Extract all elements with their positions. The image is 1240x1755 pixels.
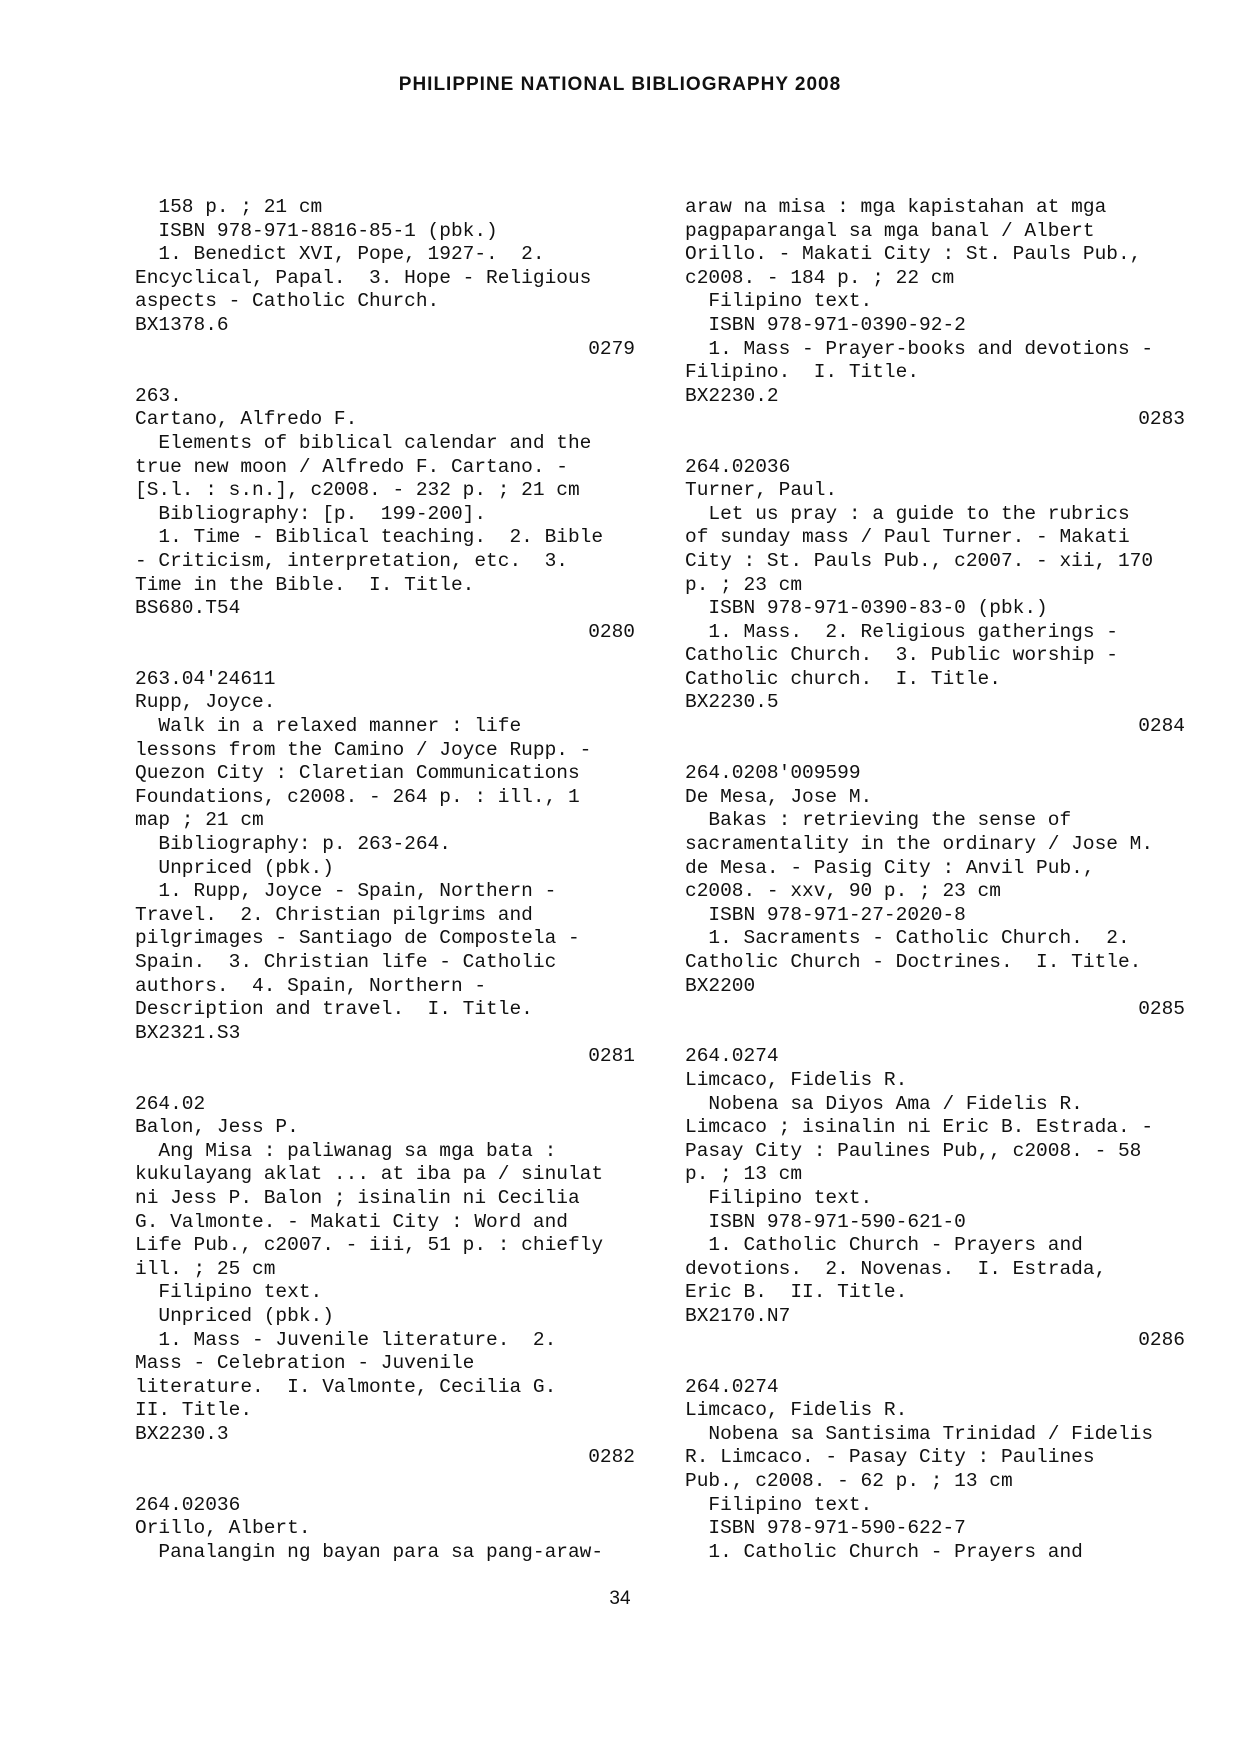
entry-line: Nobena sa Diyos Ama / Fidelis R. [685,1092,1083,1115]
entry-line: kukulayang aklat ... at iba pa / sinulat [135,1163,604,1186]
entry-line: Pasay City : Paulines Pub,, c2008. - 58 [685,1139,1142,1162]
entry-line: [S.l. : s.n.], c2008. - 232 p. ; 21 cm [135,479,580,502]
entry-line: City : St. Pauls Pub., c2007. - xii, 170 [685,549,1154,572]
entry-separator [135,1069,635,1093]
entry-line: Quezon City : Claretian Communications [135,762,580,785]
entry-line: literature. I. Valmonte, Cecilia G. [135,1375,557,1398]
entry-line: R. Limcaco. - Pasay City : Paulines [685,1446,1095,1469]
entry-line: Eric B. II. Title. [685,1281,908,1304]
entry-line: pilgrimages - Santiago de Compostela - [135,927,580,950]
entry-line: ISBN 978-971-0390-83-0 (pbk.) [685,597,1048,620]
entry-line: lessons from the Camino / Joyce Rupp. - [135,738,592,761]
entry-line: 263. [135,384,182,407]
right-column [685,196,1185,1564]
entry-line: BX2230.3 [135,1422,229,1445]
entry-line: Bibliography: p. 263-264. [135,833,451,856]
entry-line: BS680.T54 [135,597,241,620]
entry-line: 264.02036 [135,1493,241,1516]
entry-line: ISBN 978-971-8816-85-1 (pbk.) [135,219,498,242]
left-column [135,196,635,1564]
entry-line: Bakas : retrieving the sense of [685,809,1072,832]
entry-line: de Mesa. - Pasig City : Anvil Pub., [685,856,1095,879]
control-number: 0280 [588,620,635,643]
control-number: 0281 [588,1045,635,1068]
entry-line: c2008. - xxv, 90 p. ; 23 cm [685,880,1001,903]
entry-line: ni Jess P. Balon ; isinalin ni Cecilia [135,1186,580,1209]
entry-line: BX2230.5 [685,691,779,714]
entry-line: Filipino. I. Title. [685,361,920,384]
entry-line: Description and travel. I. Title. [135,998,533,1021]
entry-line: Travel. 2. Christian pilgrims and [135,903,533,926]
entry-line: 263.04'24611 [135,667,276,690]
control-number: 0285 [1138,998,1185,1021]
entry-line: Limcaco, Fidelis R. [685,1068,908,1091]
entry-line: 264.02036 [685,455,791,478]
entry-line: Filipino text. [685,1493,873,1516]
entry-line: BX2200 [685,974,756,997]
control-number: 0282 [588,1446,635,1469]
entry-separator [685,1022,1185,1046]
entry-separator [135,1470,635,1494]
entry-line: true new moon / Alfredo F. Cartano. - [135,455,568,478]
entry-line: of sunday mass / Paul Turner. - Makati [685,526,1130,549]
entry-line: Walk in a relaxed manner : life [135,715,522,738]
entry-line: Elements of biblical calendar and the [135,431,592,454]
entry-line: Cartano, Alfredo F. [135,408,358,431]
entry-line: Orillo, Albert. [135,1517,311,1540]
entry-line: Balon, Jess P. [135,1116,299,1139]
entry-line: 1. Catholic Church - Prayers and [685,1540,1083,1563]
entry-line: Nobena sa Santisima Trinidad / Fidelis [685,1422,1154,1445]
entry-line: araw na misa : mga kapistahan at mga [685,196,1107,218]
entry-line: Life Pub., c2007. - iii, 51 p. : chiefly [135,1234,604,1257]
entry-line: Limcaco ; isinalin ni Eric B. Estrada. - [685,1116,1154,1139]
entry-line: Orillo. - Makati City : St. Pauls Pub., [685,243,1142,266]
entry-line: Turner, Paul. [685,479,838,502]
entry-line: authors. 4. Spain, Northern - [135,974,487,997]
entry-line: Time in the Bible. I. Title. [135,573,475,596]
entry-line: aspects - Catholic Church. [135,290,440,313]
entry-line: Encyclical, Papal. 3. Hope - Religious [135,266,592,289]
entry-line: Unpriced (pbk.) [135,1304,334,1327]
entry-separator [135,361,635,385]
entry-line: Pub., c2008. - 62 p. ; 13 cm [685,1470,1013,1493]
entry-line: Spain. 3. Christian life - Catholic [135,951,557,973]
entry-line: 1. Sacraments - Catholic Church. 2. [685,927,1130,950]
entry-line: Filipino text. [135,1281,323,1304]
entry-line: Panalangin ng bayan para sa pang-araw- [135,1540,604,1563]
entry-line: Ang Misa : paliwanag sa mga bata : [135,1139,557,1162]
entry-line: 264.02 [135,1092,206,1115]
entry-line: 1. Rupp, Joyce - Spain, Northern - [135,880,557,903]
entry-line: II. Title. [135,1399,253,1422]
entry-line: p. ; 13 cm [685,1163,803,1186]
entry-line: sacramentality in the ordinary / Jose M. [685,833,1154,856]
control-number: 0279 [588,337,635,360]
entry-line: G. Valmonte. - Makati City : Word and [135,1210,568,1233]
entry-separator [685,432,1185,456]
entry-line: map ; 21 cm [135,809,264,832]
entry-line: ISBN 978-971-27-2020-8 [685,903,966,926]
entry-line: BX1378.6 [135,313,229,336]
entry-line: Limcaco, Fidelis R. [685,1399,908,1422]
entry-line: Bibliography: [p. 199-200]. [135,502,487,525]
entry-line: Catholic Church. 3. Public worship - [685,644,1118,667]
entry-line: pagpaparangal sa mga banal / Albert [685,219,1095,242]
entry-line: Mass - Celebration - Juvenile [135,1352,475,1375]
entry-line: devotions. 2. Novenas. I. Estrada, [685,1257,1107,1280]
entry-line: p. ; 23 cm [685,573,803,596]
entry-separator [135,644,635,668]
entry-line: Catholic church. I. Title. [685,667,1001,690]
entry-line: 1. Benedict XVI, Pope, 1927-. 2. [135,243,545,266]
control-number: 0284 [1138,715,1185,738]
entry-line: 158 p. ; 21 cm [135,196,323,218]
entry-line: Foundations, c2008. - 264 p. : ill., 1 [135,785,580,808]
entry-line: Let us pray : a guide to the rubrics [685,502,1130,525]
control-number: 0283 [1138,408,1185,431]
entry-separator [685,1352,1185,1376]
entry-line: BX2321.S3 [135,1021,241,1044]
page-title: PHILIPPINE NATIONAL BIBLIOGRAPHY 2008 [398,74,842,95]
entry-line: ISBN 978-971-0390-92-2 [685,313,966,336]
entry-line: ISBN 978-971-590-622-7 [685,1517,966,1540]
entry-line: 1. Mass - Juvenile literature. 2. [135,1328,557,1351]
entry-line: ISBN 978-971-590-621-0 [685,1210,966,1233]
entry-line: c2008. - 184 p. ; 22 cm [685,266,955,289]
control-number: 0286 [1138,1328,1185,1351]
entry-line: 264.0274 [685,1375,779,1398]
entry-line: 1. Catholic Church - Prayers and [685,1234,1083,1257]
entry-line: 264.0208'009599 [685,762,861,785]
entry-line: Unpriced (pbk.) [135,856,334,879]
entry-separator [685,739,1185,763]
entry-line: 264.0274 [685,1045,779,1068]
entry-line: 1. Mass - Prayer-books and devotions - [685,337,1154,360]
entry-line: - Criticism, interpretation, etc. 3. [135,549,568,572]
entry-line: 1. Time - Biblical teaching. 2. Bible [135,526,604,549]
entry-line: De Mesa, Jose M. [685,785,873,808]
entry-line: 1. Mass. 2. Religious gatherings - [685,620,1118,643]
page-number: 34 [609,1588,631,1609]
entry-line: Filipino text. [685,290,873,313]
entry-line: BX2170.N7 [685,1304,791,1327]
entry-line: BX2230.2 [685,384,779,407]
entry-line: Filipino text. [685,1186,873,1209]
entry-line: ill. ; 25 cm [135,1257,276,1280]
entry-line: Catholic Church - Doctrines. I. Title. [685,951,1142,973]
entry-line: Rupp, Joyce. [135,691,276,714]
